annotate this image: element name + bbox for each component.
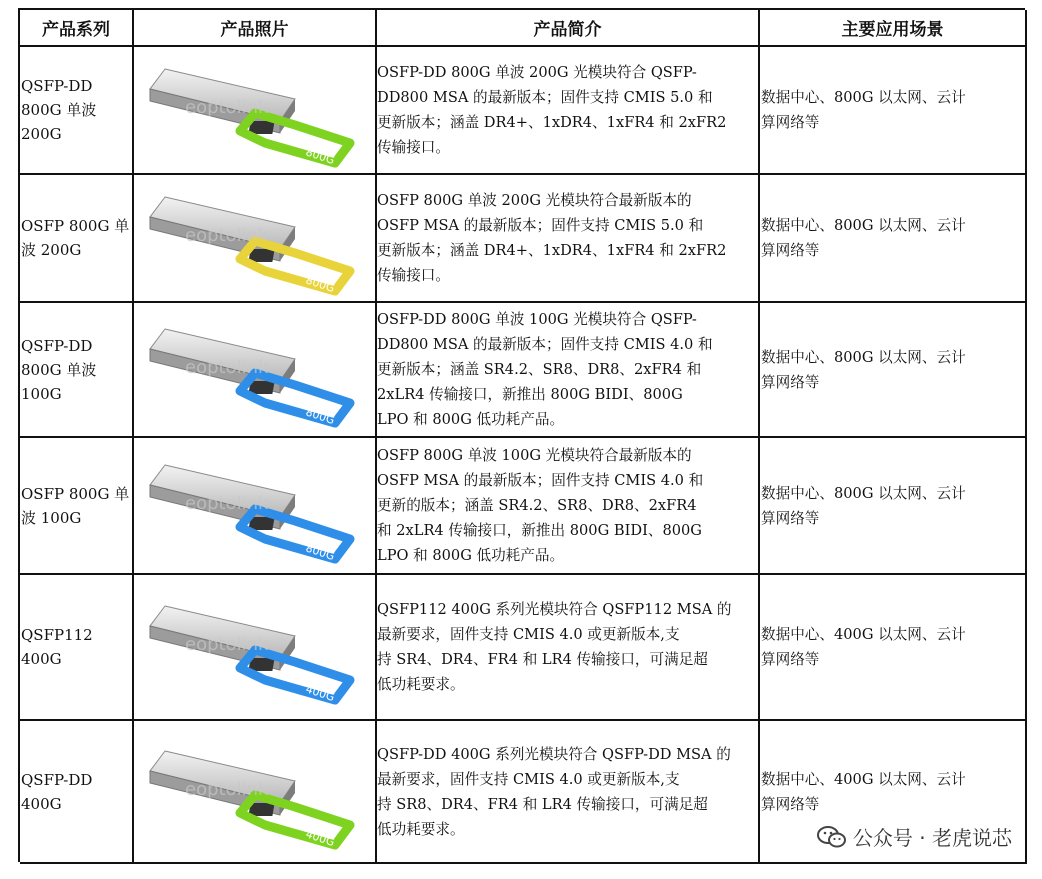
- cell-description: QSFP-DD 400G 系列光模块符合 QSFP-DD MSA 的 最新要求，固件支持 CMIS 4.0 或更新版本,支 持 SR8、DR4、FR4 和 LR4 传输接口，可满足超 低功耗要求。: [377, 721, 760, 864]
- photo-watermark: eoptolink: [184, 492, 268, 514]
- photo-watermark: eoptolink: [184, 97, 268, 118]
- latch-label: 400G: [303, 826, 336, 849]
- cell-photo: [134, 47, 377, 175]
- wechat-watermark: [817, 822, 1012, 851]
- product-table: [18, 8, 1025, 862]
- cell-photo: [134, 175, 377, 303]
- cell-photo: [134, 303, 377, 438]
- cell-description: QSFP112 400G 系列光模块符合 QSFP112 MSA 的 最新要求，固件支持 CMIS 4.0 或更新版本,支 持 SR4、DR4、FR4 和 LR4 传输接口，可满足超 低功耗要求。: [377, 575, 760, 721]
- header-description: 产品简介: [377, 10, 760, 47]
- photo-watermark: eoptolink: [184, 225, 268, 246]
- cell-photo: [134, 438, 377, 575]
- transceiver-illustration: [145, 447, 365, 565]
- photo-watermark: eoptolink: [184, 356, 268, 378]
- latch-label: 800G: [303, 145, 336, 167]
- cell-description: OSFP-DD 800G 单波 100G 光模块符合 QSFP- DD800 MSA 的最新版本；固件支持 CMIS 4.0 和 更新版本；涵盖 SR4.2、SR8、DR8、2xFR4 和 2xLR4 传输接口，新推出 800G BIDI、800G LPO 和 800G 低功耗产品。: [377, 303, 760, 438]
- cell-applications: 数据中心、800G 以太网、云计 算网络等: [760, 175, 1027, 303]
- wechat-icon: [817, 825, 847, 849]
- header-applications: 主要应用场景: [760, 10, 1027, 47]
- header-series: 产品系列: [20, 10, 134, 47]
- cell-description: OSFP 800G 单波 100G 光模块符合最新版本的 OSFP MSA 的最新版本；固件支持 CMIS 4.0 和 更新的版本；涵盖 SR4.2、SR8、DR8、2xFR4 和 2xLR4 传输接口，新推出 800G BIDI、800G LPO 和 800G 低功耗产品。: [377, 438, 760, 575]
- cell-description: OSFP-DD 800G 单波 200G 光模块符合 QSFP- DD800 MSA 的最新版本；固件支持 CMIS 5.0 和 更新版本；涵盖 DR4+、1xDR4、1xFR4 和 2xFR2 传输接口。: [377, 47, 760, 175]
- header-photo: 产品照片: [134, 10, 377, 47]
- transceiver-illustration: [145, 51, 365, 169]
- cell-photo: [134, 721, 377, 864]
- cell-applications: 数据中心、400G 以太网、云计 算网络等: [760, 721, 1027, 864]
- transceiver-illustration: [145, 588, 365, 706]
- transceiver-illustration: [145, 179, 365, 297]
- cell-description: OSFP 800G 单波 200G 光模块符合最新版本的 OSFP MSA 的最新版本；固件支持 CMIS 5.0 和 更新版本；涵盖 DR4+、1xDR4、1xFR4 和 2xFR2 传输接口。: [377, 175, 760, 303]
- latch-label: 800G: [303, 273, 336, 295]
- cell-photo: [134, 575, 377, 721]
- cell-applications: 数据中心、800G 以太网、云计 算网络等: [760, 47, 1027, 175]
- cell-series: QSFP-DD 800G 单波 100G: [20, 303, 134, 438]
- photo-watermark: eoptolink: [184, 634, 268, 655]
- cell-applications: 数据中心、800G 以太网、云计 算网络等: [760, 438, 1027, 575]
- photo-watermark: eoptolink: [184, 778, 268, 800]
- cell-series: QSFP-DD 800G 单波 200G: [20, 47, 134, 175]
- cell-series: QSFP-DD 400G: [20, 721, 134, 864]
- cell-series: QSFP112 400G: [20, 575, 134, 721]
- transceiver-illustration: [145, 311, 365, 429]
- cell-applications: 数据中心、400G 以太网、云计 算网络等: [760, 575, 1027, 721]
- latch-label: 400G: [303, 682, 336, 704]
- cell-applications: 数据中心、800G 以太网、云计 算网络等: [760, 303, 1027, 438]
- cell-series: OSFP 800G 单 波 100G: [20, 438, 134, 575]
- latch-label: 800G: [303, 404, 336, 427]
- cell-series: OSFP 800G 单 波 200G: [20, 175, 134, 303]
- latch-label: 800G: [303, 540, 336, 563]
- transceiver-illustration: [145, 733, 365, 851]
- watermark-text: 公众号 · 老虎说芯: [852, 826, 1012, 850]
